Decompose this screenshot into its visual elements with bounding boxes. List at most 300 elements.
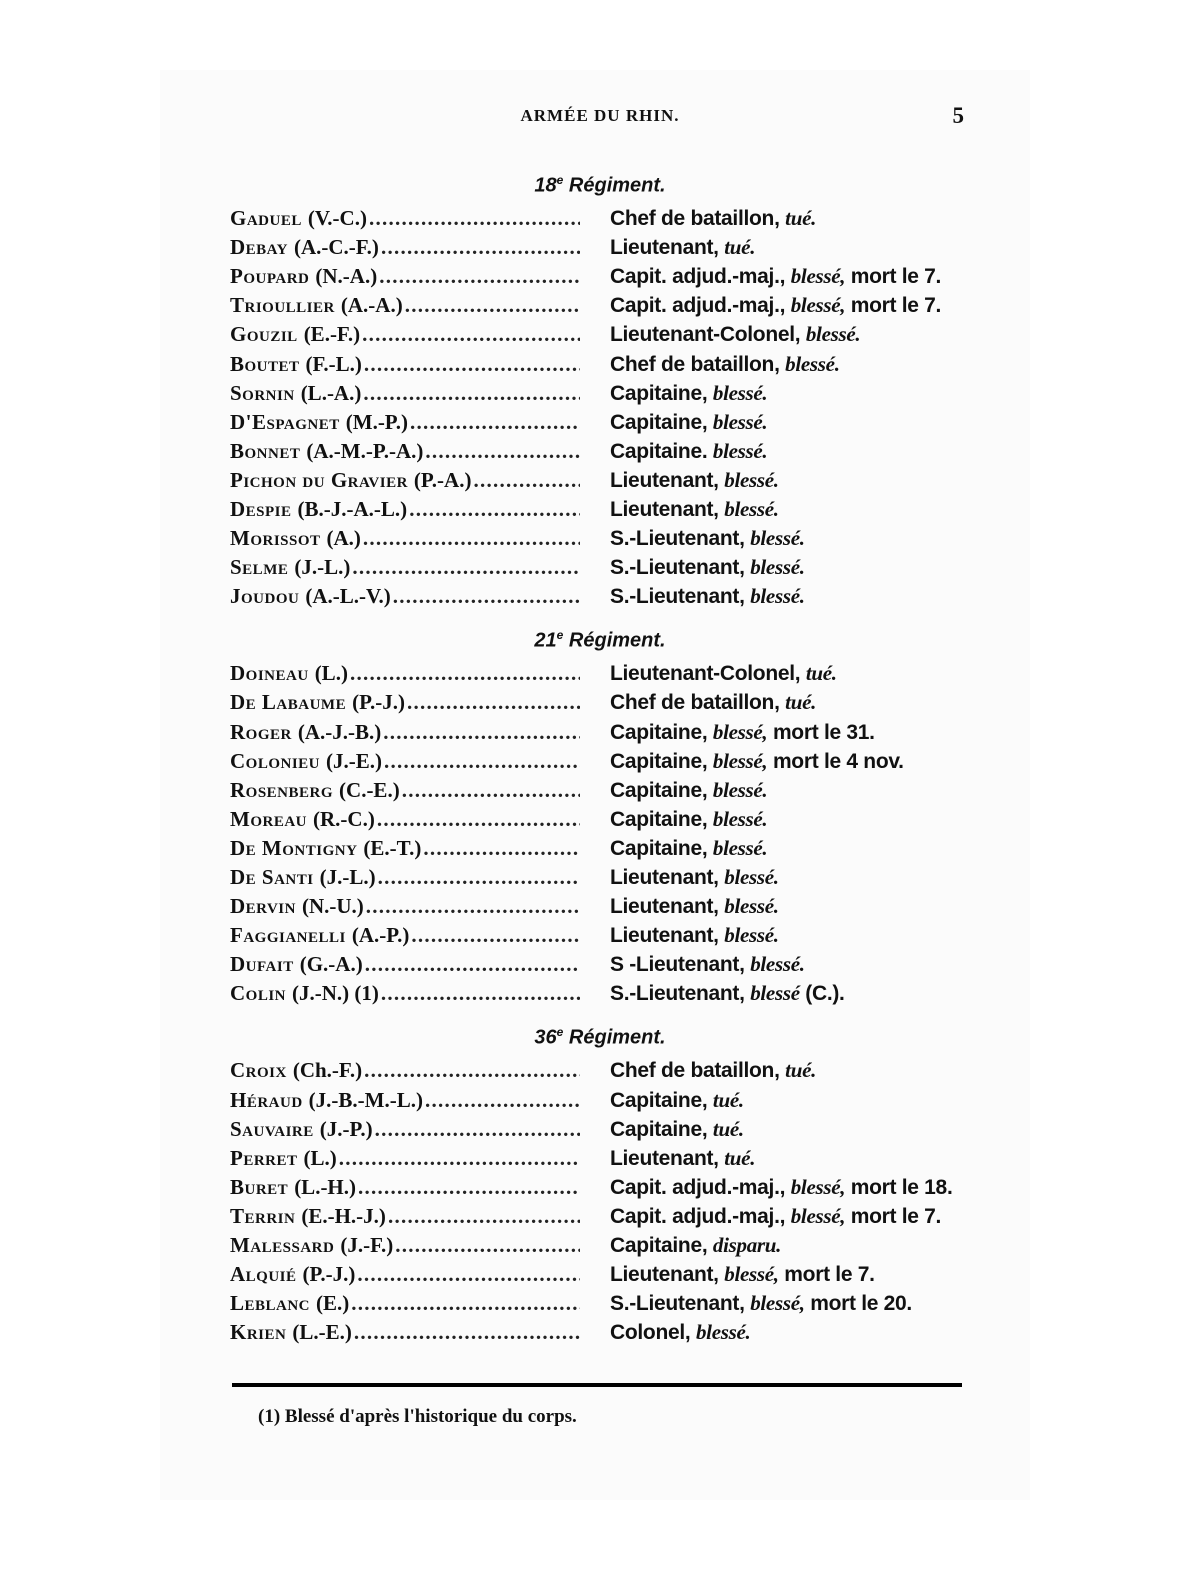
- officer-name: [230, 1320, 580, 1345]
- dot-leader: [407, 690, 580, 715]
- surname: Poupard: [230, 264, 310, 289]
- initials: (L.): [314, 661, 348, 686]
- officer-name: [230, 439, 580, 464]
- officer-name: [230, 981, 580, 1006]
- initials: (J.-L.): [319, 865, 376, 890]
- surname: Héraud: [230, 1087, 303, 1112]
- initials: (A.-C.-F.): [293, 235, 379, 260]
- regiment-ordinal-suffix: e: [556, 628, 564, 643]
- status: blessé.: [712, 806, 768, 831]
- rank: Capitaine,: [610, 381, 708, 405]
- surname: Rosenberg: [230, 777, 334, 802]
- status: blessé.: [712, 777, 768, 802]
- rank: Capit. adjud.-maj.,: [610, 1204, 786, 1228]
- dot-leader: [410, 410, 580, 435]
- status: tué.: [785, 690, 817, 715]
- dot-leader: [369, 206, 580, 231]
- status: blessé.: [724, 865, 779, 890]
- casualty-row: [230, 233, 970, 262]
- status: tué.: [724, 1145, 756, 1170]
- officer-detail: [610, 749, 904, 774]
- officer-name: [230, 720, 580, 745]
- casualty-row: [230, 291, 970, 320]
- dot-leader: [405, 293, 580, 318]
- officer-name: [230, 352, 580, 377]
- officer-name: [230, 264, 580, 289]
- casualty-row: [230, 524, 970, 553]
- regiment-word: Régiment.: [568, 629, 666, 652]
- dot-leader: [363, 526, 580, 551]
- rank: Capitaine,: [610, 1234, 708, 1258]
- casualty-row: [230, 979, 970, 1008]
- officer-name: [230, 1175, 580, 1200]
- initials: (A.-M.-P.-A.): [306, 438, 424, 463]
- rank: Chef de bataillon,: [610, 352, 780, 376]
- casualty-row: [230, 1231, 970, 1260]
- casualty-row: [230, 834, 970, 863]
- officer-name: [230, 1117, 580, 1142]
- status: blessé.: [712, 409, 768, 434]
- surname: Bonnet: [230, 438, 301, 463]
- initials: (J.-N.) (1): [292, 981, 379, 1006]
- surname: Leblanc: [230, 1291, 311, 1316]
- status: tué.: [805, 661, 837, 686]
- casualty-row: [230, 320, 970, 349]
- initials: (L.-H.): [294, 1174, 357, 1199]
- casualty-row: [230, 921, 970, 950]
- initials: (A.-J.-B.): [297, 719, 382, 744]
- officer-detail: [610, 1088, 744, 1113]
- rank: Capit. adjud.-maj.,: [610, 265, 786, 289]
- casualty-row: [230, 659, 970, 688]
- officer-name: [230, 1204, 580, 1229]
- officer-detail: [610, 1262, 875, 1287]
- dot-leader: [352, 555, 580, 580]
- status: blessé.: [724, 467, 779, 492]
- initials: (A.-A.): [340, 293, 403, 318]
- officer-name: [230, 894, 580, 919]
- officer-name: [230, 836, 580, 861]
- casualty-row: [230, 204, 970, 233]
- regiment-number: 18: [534, 174, 557, 197]
- status: blessé.: [695, 1320, 751, 1345]
- initials: (E.-H.-J.): [301, 1203, 386, 1228]
- officer-detail: [610, 584, 805, 609]
- casualty-row: [230, 805, 970, 834]
- casualty-row: [230, 349, 970, 378]
- regiment-heading: [230, 166, 970, 197]
- status-tail: mort le 7.: [784, 1263, 875, 1287]
- officer-name: [230, 410, 580, 435]
- status: blessé.: [750, 952, 805, 977]
- dot-leader: [366, 894, 580, 919]
- surname: Terrin: [230, 1203, 296, 1228]
- casualty-row: [230, 892, 970, 921]
- casualty-row: [230, 1289, 970, 1318]
- officer-detail: [610, 1146, 755, 1171]
- surname: Dervin: [230, 894, 296, 919]
- status-tail: mort le 18.: [850, 1175, 953, 1199]
- status: blessé: [750, 981, 800, 1006]
- initials: (J.-F.): [340, 1233, 394, 1258]
- rank: Capitaine,: [610, 1117, 708, 1141]
- casualty-list: [230, 166, 970, 1357]
- initials: (J.-E.): [326, 748, 383, 773]
- surname: Boutet: [230, 351, 300, 376]
- officer-detail: [610, 352, 840, 377]
- officer-detail: [610, 778, 767, 803]
- status: tué.: [785, 206, 817, 231]
- officer-detail: [610, 555, 805, 580]
- officer-detail: [610, 807, 767, 832]
- initials: (E.-T.): [363, 835, 422, 860]
- officer-detail: [610, 894, 779, 919]
- regiment-section: [230, 621, 970, 1008]
- rank: Capitaine,: [610, 1088, 708, 1112]
- officer-detail: [610, 381, 767, 406]
- dot-leader: [358, 1175, 580, 1200]
- status-tail: mort le 20.: [810, 1292, 912, 1316]
- surname: Selme: [230, 555, 289, 580]
- officer-name: [230, 690, 580, 715]
- dot-leader: [378, 865, 580, 890]
- officer-name: [230, 749, 580, 774]
- rank: Capitaine,: [610, 807, 708, 831]
- initials: (N.-U.): [301, 894, 364, 919]
- casualty-row: [230, 1202, 970, 1231]
- regiment-section: [230, 1018, 970, 1347]
- rank: Lieutenant,: [610, 236, 719, 260]
- officer-detail: [610, 690, 816, 715]
- status: tué.: [724, 235, 756, 260]
- rank: Lieutenant-Colonel,: [610, 323, 801, 347]
- initials: (L.-A.): [300, 380, 362, 405]
- dot-leader: [362, 322, 580, 347]
- officer-detail: [610, 526, 805, 551]
- initials: (P.-A.): [413, 467, 472, 492]
- officer-name: [230, 1146, 580, 1171]
- dot-leader: [381, 235, 580, 260]
- regiment-word: Régiment.: [568, 174, 666, 197]
- initials: (A.-P.): [351, 923, 410, 948]
- dot-leader: [393, 584, 580, 609]
- surname: Moreau: [230, 806, 307, 831]
- rank: Lieutenant,: [610, 1263, 719, 1287]
- initials: (F.-L.): [305, 351, 362, 376]
- rank: S -Lieutenant,: [610, 953, 745, 977]
- officer-detail: [610, 923, 779, 948]
- regiment-heading: [230, 621, 970, 652]
- status-tail: mort le 31.: [772, 720, 875, 744]
- surname: Croix: [230, 1058, 287, 1083]
- rank: Capit. adjud.-maj.,: [610, 1175, 786, 1199]
- surname: Gouzil: [230, 322, 298, 347]
- dot-leader: [473, 468, 580, 493]
- officer-name: [230, 497, 580, 522]
- status: tué.: [785, 1058, 817, 1083]
- rank: S.-Lieutenant,: [610, 556, 745, 580]
- rank: Lieutenant,: [610, 866, 719, 890]
- rank: S.-Lieutenant,: [610, 1292, 745, 1316]
- casualty-row: [230, 553, 970, 582]
- surname: Doineau: [230, 661, 309, 686]
- surname: Debay: [230, 235, 288, 260]
- officer-name: [230, 206, 580, 231]
- dot-leader: [357, 1262, 580, 1287]
- casualty-row: [230, 495, 970, 524]
- initials: (L.-E.): [292, 1320, 352, 1345]
- initials: (R.-C.): [313, 806, 375, 831]
- surname: Sauvaire: [230, 1116, 314, 1141]
- dot-leader: [409, 497, 580, 522]
- casualty-row: [230, 379, 970, 408]
- initials: (E.): [316, 1291, 350, 1316]
- status: blessé.: [712, 380, 768, 405]
- rank: Lieutenant,: [610, 924, 719, 948]
- status-tail: mort le 7.: [850, 265, 942, 289]
- dot-leader: [402, 778, 580, 803]
- status: tué.: [712, 1087, 744, 1112]
- officer-detail: [610, 1058, 816, 1083]
- initials: (P.-J.): [352, 690, 405, 715]
- rank: Lieutenant-Colonel,: [610, 662, 801, 686]
- status-tail: mort le 7.: [850, 294, 942, 318]
- dot-leader: [423, 836, 580, 861]
- officer-detail: [610, 720, 875, 745]
- dot-leader: [364, 1058, 580, 1083]
- casualty-row: [230, 1173, 970, 1202]
- status: blessé.: [724, 496, 779, 521]
- status-tail: (C.).: [805, 982, 845, 1006]
- status: blessé,: [712, 748, 768, 773]
- officer-detail: [610, 410, 767, 435]
- initials: (L.): [303, 1145, 337, 1170]
- surname: Krien: [230, 1320, 287, 1345]
- officer-name: [230, 235, 580, 260]
- initials: (Ch.-F.): [292, 1058, 363, 1083]
- running-header: [230, 103, 970, 132]
- status: blessé.: [805, 322, 861, 347]
- casualty-row: [230, 262, 970, 291]
- officer-detail: [610, 1233, 781, 1258]
- surname: Sornin: [230, 380, 295, 405]
- initials: (G.-A.): [299, 952, 363, 977]
- casualty-row: [230, 718, 970, 747]
- casualty-row: [230, 1318, 970, 1347]
- officer-name: [230, 1233, 580, 1258]
- status: disparu.: [712, 1233, 782, 1258]
- surname: De Labaume: [230, 690, 347, 715]
- surname: Gaduel: [230, 206, 302, 231]
- dot-leader: [381, 981, 580, 1006]
- regiment-section: [230, 166, 970, 611]
- rank: Lieutenant,: [610, 468, 719, 492]
- officer-name: [230, 584, 580, 609]
- casualty-row: [230, 688, 970, 717]
- status: tué.: [712, 1116, 744, 1141]
- officer-detail: [610, 322, 860, 347]
- dot-leader: [375, 1117, 580, 1142]
- casualty-row: [230, 863, 970, 892]
- rank: Lieutenant,: [610, 895, 719, 919]
- casualty-row: [230, 776, 970, 805]
- surname: Roger: [230, 719, 292, 744]
- officer-detail: [610, 1175, 952, 1200]
- initials: (N.-A.): [315, 264, 378, 289]
- regiment-ordinal-suffix: e: [556, 173, 564, 187]
- status: blessé,: [790, 264, 846, 289]
- regiment-number: 36: [534, 1027, 557, 1050]
- initials: (J.-B.-M.-L.): [308, 1087, 423, 1112]
- surname: De Montigny: [230, 835, 358, 860]
- surname: De Santi: [230, 865, 314, 890]
- surname: Joudou: [230, 584, 300, 609]
- officer-detail: [610, 439, 767, 464]
- officer-name: [230, 526, 580, 551]
- dot-leader: [379, 264, 580, 289]
- casualty-row: [230, 437, 970, 466]
- officer-name: [230, 468, 580, 493]
- status: blessé,: [790, 1203, 846, 1228]
- status: blessé.: [724, 894, 779, 919]
- rank: Capitaine,: [610, 749, 708, 773]
- status-tail: mort le 4 nov.: [772, 749, 904, 773]
- footnote-rule: [232, 1383, 962, 1387]
- casualty-row: [230, 950, 970, 979]
- status: blessé.: [785, 351, 840, 376]
- officer-name: [230, 555, 580, 580]
- officer-detail: [610, 293, 941, 318]
- officer-detail: [610, 264, 941, 289]
- officer-name: [230, 952, 580, 977]
- initials: (J.-P.): [319, 1116, 373, 1141]
- officer-name: [230, 778, 580, 803]
- rank: Colonel,: [610, 1321, 691, 1345]
- rank: Capitaine,: [610, 720, 708, 744]
- surname: Dufait: [230, 952, 294, 977]
- dot-leader: [395, 1233, 580, 1258]
- rank: Capitaine,: [610, 410, 708, 434]
- officer-detail: [610, 1204, 941, 1229]
- rank: Capit. adjud.-maj.,: [610, 294, 786, 318]
- dot-leader: [339, 1146, 580, 1171]
- dot-leader: [411, 923, 580, 948]
- officer-detail: [610, 1117, 744, 1142]
- footnote: (1) Blessé d'après l'historique du corps.: [258, 1406, 577, 1427]
- casualty-row: [230, 1056, 970, 1085]
- surname: Morissot: [230, 526, 321, 551]
- initials: (E.-F.): [303, 322, 361, 347]
- casualty-row: [230, 747, 970, 776]
- initials: (J.-L.): [294, 555, 351, 580]
- officer-name: [230, 661, 580, 686]
- rank: Chef de bataillon,: [610, 207, 780, 231]
- status: blessé.: [724, 923, 779, 948]
- status: blessé.: [750, 555, 805, 580]
- officer-detail: [610, 836, 767, 861]
- status: blessé.: [750, 526, 805, 551]
- surname: Faggianelli: [230, 923, 346, 948]
- page-number: 5: [952, 103, 964, 128]
- officer-name: [230, 1262, 580, 1287]
- initials: (C.-E.): [339, 777, 400, 802]
- rank: S.-Lieutenant,: [610, 585, 745, 609]
- rank: Chef de bataillon,: [610, 1059, 780, 1083]
- officer-detail: [610, 1320, 750, 1345]
- dot-leader: [365, 952, 580, 977]
- casualty-row: [230, 582, 970, 611]
- officer-name: [230, 1291, 580, 1316]
- officer-detail: [610, 865, 779, 890]
- surname: D'Espagnet: [230, 409, 340, 434]
- officer-name: [230, 807, 580, 832]
- rank: Capitaine,: [610, 778, 708, 802]
- surname: Colin: [230, 981, 287, 1006]
- surname: Pichon du Gravier: [230, 467, 408, 492]
- dot-leader: [377, 807, 580, 832]
- dot-leader: [351, 1291, 580, 1316]
- officer-detail: [610, 468, 779, 493]
- surname: Malessard: [230, 1233, 335, 1258]
- officer-name: [230, 293, 580, 318]
- status: blessé,: [724, 1262, 779, 1287]
- status: blessé,: [790, 1174, 846, 1199]
- surname: Despie: [230, 496, 292, 521]
- regiment-word: Régiment.: [568, 1027, 666, 1050]
- officer-name: [230, 865, 580, 890]
- casualty-row: [230, 1260, 970, 1289]
- officer-name: [230, 1058, 580, 1083]
- initials: (V.-C.): [307, 206, 367, 231]
- officer-detail: [610, 952, 805, 977]
- initials: (M.-P.): [345, 409, 408, 434]
- status: blessé,: [712, 719, 768, 744]
- rank: Capitaine,: [610, 836, 708, 860]
- rank: Capitaine.: [610, 439, 708, 463]
- surname: Perret: [230, 1145, 298, 1170]
- casualty-row: [230, 1086, 970, 1115]
- dot-leader: [350, 661, 580, 686]
- officer-name: [230, 322, 580, 347]
- running-title: ARMÉE DU RHIN.: [520, 106, 680, 125]
- officer-detail: [610, 497, 779, 522]
- initials: (A.): [326, 526, 361, 551]
- officer-detail: [610, 661, 837, 686]
- rank: Lieutenant,: [610, 1146, 719, 1170]
- surname: Alquié: [230, 1262, 297, 1287]
- casualty-row: [230, 408, 970, 437]
- regiment-heading: [230, 1018, 970, 1050]
- initials: (P.-J.): [302, 1262, 356, 1287]
- surname: Buret: [230, 1174, 289, 1199]
- casualty-row: [230, 1144, 970, 1173]
- regiment-ordinal-suffix: e: [556, 1025, 564, 1040]
- status-tail: mort le 7.: [850, 1204, 942, 1228]
- status: blessé.: [712, 835, 768, 860]
- dot-leader: [425, 439, 580, 464]
- rank: Chef de bataillon,: [610, 691, 780, 715]
- rank: S.-Lieutenant,: [610, 527, 745, 551]
- status: blessé,: [790, 293, 846, 318]
- officer-detail: [610, 1291, 912, 1316]
- rank: Lieutenant,: [610, 497, 719, 521]
- casualty-row: [230, 1115, 970, 1144]
- dot-leader: [425, 1088, 580, 1113]
- surname: Trioullier: [230, 293, 335, 318]
- status: blessé,: [750, 1291, 805, 1316]
- status: blessé.: [712, 438, 768, 463]
- officer-detail: [610, 981, 845, 1006]
